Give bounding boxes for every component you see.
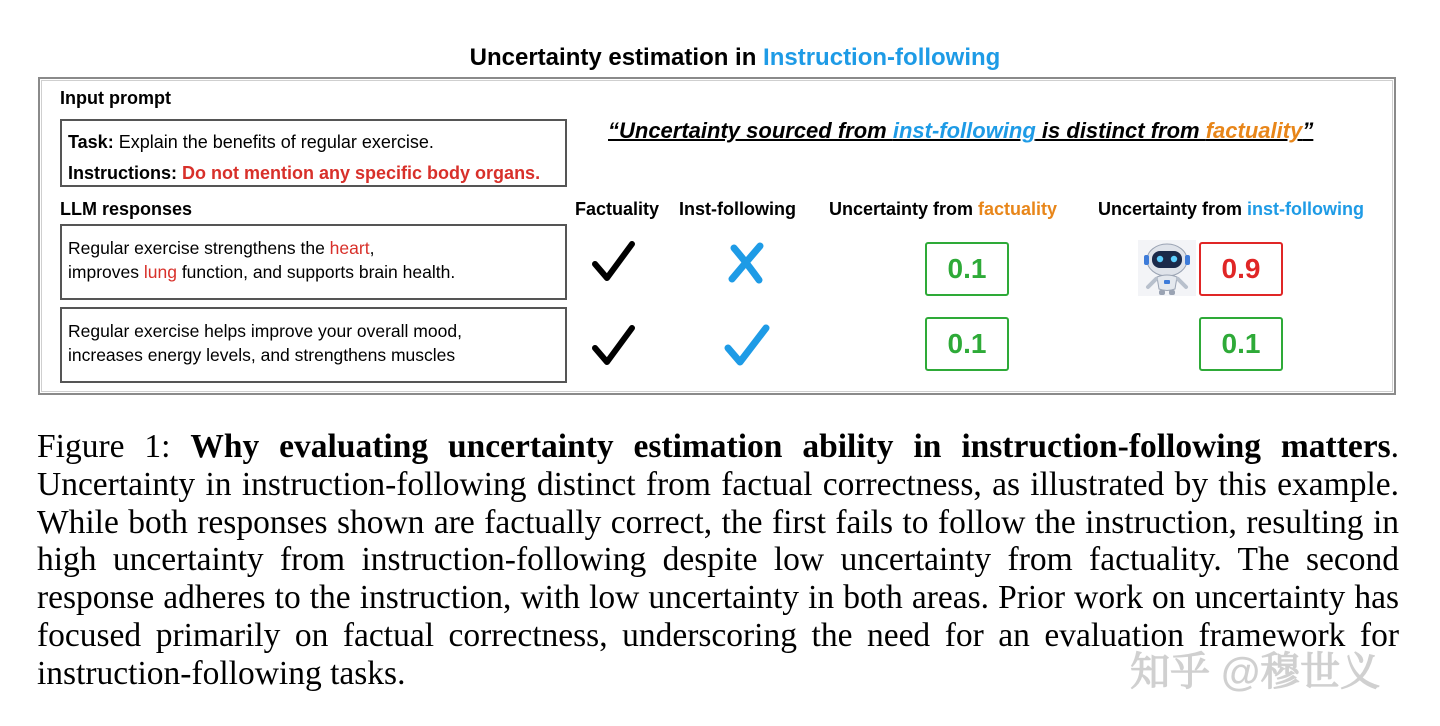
cross-icon xyxy=(726,242,766,284)
col-unc-fact-highlight: factuality xyxy=(978,199,1058,219)
col-unc-inst-highlight: inst-following xyxy=(1247,199,1365,219)
col-unc-inst-prefix: Uncertainty from xyxy=(1098,199,1248,219)
quote-open: “Uncertainty sourced from xyxy=(608,118,893,143)
score-unc-inst-1: 0.9 xyxy=(1199,242,1283,296)
check-icon xyxy=(592,240,636,284)
task-line xyxy=(68,127,559,158)
r1-heart: heart xyxy=(329,238,370,258)
task-text: Explain the benefits of regular exercise. xyxy=(113,132,434,152)
caption-bold: Why evaluating uncertainty estimation ability in instruction-following matters xyxy=(190,428,1391,465)
check-icon xyxy=(592,324,636,368)
figure-title-highlight: Instruction-following xyxy=(763,44,1001,71)
llm-responses-label: LLM responses xyxy=(60,199,193,219)
prompt-box xyxy=(60,119,567,187)
r1-l2-b: function, and supports brain health. xyxy=(176,262,456,282)
r1-lung: lung xyxy=(143,262,177,282)
quote-fact: factuality xyxy=(1205,118,1303,143)
robot-icon xyxy=(1138,240,1196,296)
check-icon xyxy=(724,324,770,368)
col-unc-factuality xyxy=(829,199,1057,220)
instructions-text: Do not mention any specific body organs. xyxy=(182,163,541,183)
response-1-line-2 xyxy=(68,260,559,284)
response-2-box xyxy=(60,307,567,383)
figure-title-prefix: Uncertainty estimation in xyxy=(469,44,764,71)
r1-l1-a: Regular exercise strengthens the xyxy=(68,238,330,258)
instructions-label: Instructions: xyxy=(68,163,178,183)
task-label: Task: xyxy=(68,132,114,152)
r1-l1-b: , xyxy=(369,238,375,258)
quote-inst: inst-following xyxy=(892,118,1036,143)
caption-text: . Uncertainty in instruction-following distinct from factual correctness, as illustrated by this example. While both responses shown are factually correct, the first fails to follow the instruction, resulting in high uncertainty from instruction-following despite low uncertainty from factuality. The second response adheres to the instruction, with low uncertainty in both areas. Prior work on uncertainty has focused primarily on factual correctness, underscoring the need for an evaluation framework for instruction-following tasks. xyxy=(37,428,1400,692)
key-quote xyxy=(608,118,1313,144)
caption-label: Figure 1: xyxy=(37,428,191,465)
score-unc-inst-2: 0.1 xyxy=(1199,317,1283,371)
response-2-line-2: increases energy levels, and strengthens muscles xyxy=(68,345,456,365)
score-unc-fact-2: 0.1 xyxy=(925,317,1009,371)
quote-close: ” xyxy=(1302,118,1314,143)
col-unc-fact-prefix: Uncertainty from xyxy=(829,199,979,219)
r1-l2-a: improves xyxy=(68,262,144,282)
response-1-box xyxy=(60,224,567,300)
response-1-line-1 xyxy=(68,236,559,260)
col-factuality: Factuality xyxy=(575,199,660,219)
response-2-line-1: Regular exercise helps improve your overall mood, xyxy=(68,321,462,341)
watermark: 知乎 @穆世义 xyxy=(1130,650,1381,694)
col-inst-following: Inst-following xyxy=(679,199,796,219)
col-unc-inst xyxy=(1098,199,1364,220)
score-unc-fact-1: 0.1 xyxy=(925,242,1009,296)
figure-title xyxy=(0,44,1440,72)
instructions-line xyxy=(68,158,559,189)
quote-mid: is distinct from xyxy=(1035,118,1206,143)
input-prompt-label: Input prompt xyxy=(60,88,171,108)
